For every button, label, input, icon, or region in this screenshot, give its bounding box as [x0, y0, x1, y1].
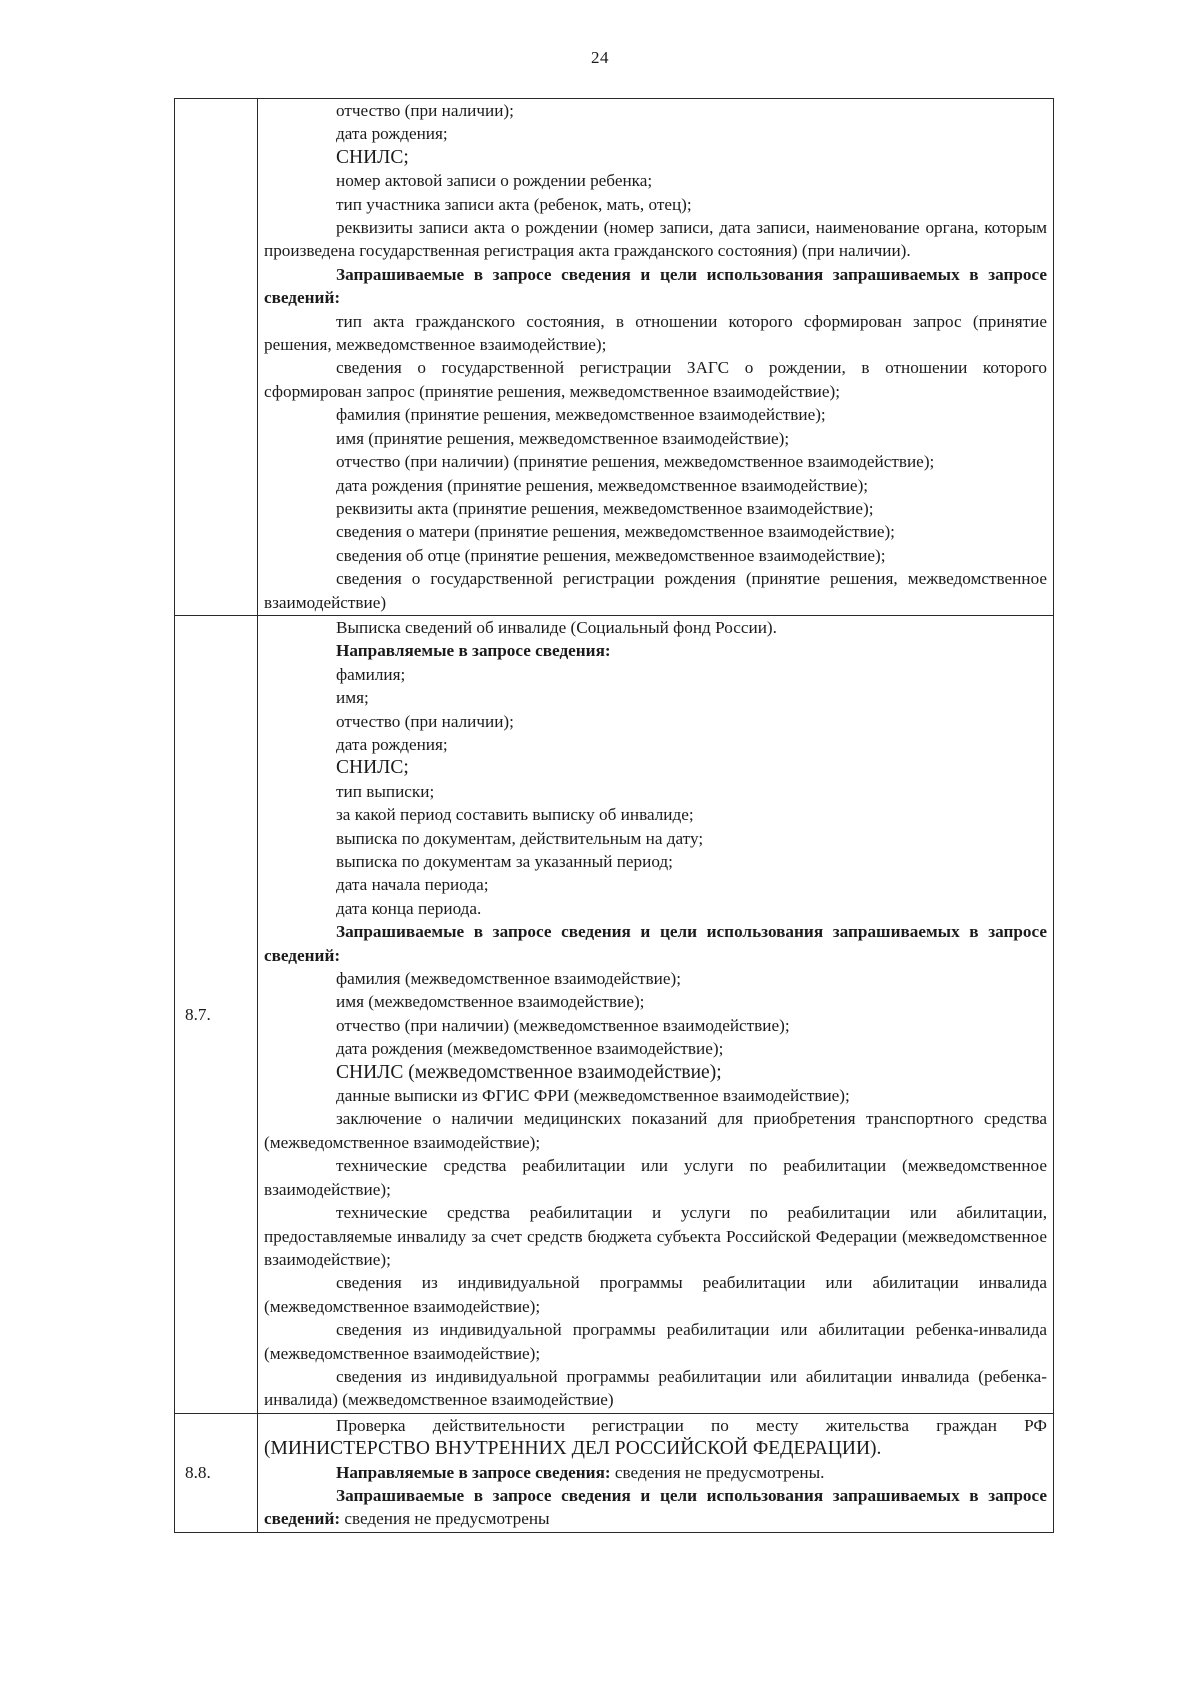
- paragraph: технические средства реабилитации и услуги по реабилитации или абилитации, предоставляемые инвалиду за счет средств бюджета субъекта Российской Федерации (межведомственное взаимодействие);: [264, 1203, 1047, 1269]
- bold-heading: Запрашиваемые в запросе сведения и цели использования запрашиваемых в запросе сведений:: [264, 264, 1047, 308]
- row-number: 8.8.: [175, 1413, 258, 1532]
- paragraph: реквизиты записи акта о рождении (номер записи, дата записи, наименование органа, которым произведена государственная регистрация акта гражданского состояния) (при наличии).: [264, 218, 1047, 261]
- paragraph: фамилия;: [336, 664, 406, 684]
- paragraph: дата начала периода;: [336, 875, 489, 895]
- bold-heading: Запрашиваемые в запросе сведения и цели использования запрашиваемых в запросе сведений:: [264, 922, 1047, 965]
- paragraph: дата рождения (принятие решения, межведомственное взаимодействие);: [336, 475, 869, 495]
- paragraph: отчество (при наличии) (принятие решения, межведомственное взаимодействие);: [336, 452, 935, 472]
- paragraph: сведения о государственной регистрации рождения (принятие решения, межведомственное взаимодействие): [264, 569, 1047, 612]
- paragraph: технические средства реабилитации или услуги по реабилитации (межведомственное взаимодействие);: [264, 1156, 1047, 1199]
- paragraph: реквизиты акта (принятие решения, межведомственное взаимодействие);: [336, 498, 874, 518]
- paragraph: [264, 1484, 1047, 1531]
- paragraph: [264, 1461, 1047, 1484]
- paragraph: отчество (при наличии);: [336, 101, 514, 120]
- paragraph: сведения о матери (принятие решения, межведомственное взаимодействие);: [336, 522, 895, 542]
- paragraph: СНИЛС (межведомственное взаимодействие);: [336, 1061, 722, 1083]
- bold-heading: Направляемые в запросе сведения:: [336, 641, 611, 661]
- page-number: 24: [591, 48, 609, 67]
- paragraph: Проверка действительности регистрации по месту жительства граждан РФ: [336, 1415, 1047, 1435]
- paragraph: дата рождения (межведомственное взаимодействие);: [336, 1039, 724, 1059]
- row-content: [258, 99, 1054, 616]
- paragraph: сведения из индивидуальной программы реабилитации или абилитации инвалида (межведомственное взаимодействие);: [264, 1273, 1047, 1316]
- paragraph: сведения из индивидуальной программы реабилитации или абилитации инвалида (ребенка-инвалида) (межведомственное взаимодействие): [264, 1366, 1047, 1410]
- row-content: [258, 615, 1054, 1413]
- paragraph: фамилия (межведомственное взаимодействие);: [336, 969, 681, 989]
- paragraph: тип участника записи акта (ребенок, мать, отец);: [336, 194, 692, 214]
- paragraph-text: сведения не предусмотрены: [340, 1509, 550, 1529]
- bold-heading: Запрашиваемые в запросе сведения и цели использования запрашиваемых в запросе сведений:: [264, 1485, 1047, 1529]
- bold-heading: Направляемые в запросе сведения:: [336, 1462, 611, 1482]
- paragraph: имя (межведомственное взаимодействие);: [336, 992, 645, 1012]
- paragraph: дата рождения;: [336, 124, 448, 144]
- paragraph: фамилия (принятие решения, межведомственное взаимодействие);: [336, 405, 826, 425]
- paragraph: дата конца периода.: [336, 898, 482, 918]
- paragraph: сведения об отце (принятие решения, межведомственное взаимодействие);: [336, 545, 886, 565]
- table-row: [175, 1413, 1054, 1532]
- paragraph: имя;: [336, 688, 369, 708]
- row-number: 8.7.: [175, 615, 258, 1413]
- paragraph: (МИНИСТЕРСТВО ВНУТРЕННИХ ДЕЛ РОССИЙСКОЙ ФЕДЕРАЦИИ).: [264, 1438, 882, 1460]
- paragraph: отчество (при наличии);: [336, 711, 514, 731]
- document-table: [174, 98, 1054, 1533]
- paragraph: [264, 263, 1047, 310]
- row-content: [258, 1413, 1054, 1532]
- paragraph: Выписка сведений об инвалиде (Социальный фонд России).: [336, 617, 777, 637]
- paragraph-text: сведения не предусмотрены.: [610, 1462, 825, 1482]
- table-row: [175, 99, 1054, 616]
- table-row: [175, 615, 1054, 1413]
- paragraph: выписка по документам, действительным на дату;: [336, 828, 704, 848]
- paragraph: выписка по документам за указанный период;: [336, 852, 673, 871]
- paragraph: дата рождения;: [336, 734, 448, 754]
- paragraph: тип акта гражданского состояния, в отношении которого сформирован запрос (принятие решения, межведомственное взаимодействие);: [264, 311, 1047, 355]
- paragraph: имя (принятие решения, межведомственное взаимодействие);: [336, 428, 790, 448]
- row-number: [175, 99, 258, 616]
- paragraph: отчество (при наличии) (межведомственное взаимодействие);: [336, 1015, 790, 1035]
- paragraph: заключение о наличии медицинских показаний для приобретения транспортного средства (межведомственное взаимодействие);: [264, 1109, 1047, 1152]
- paragraph: за какой период составить выписку об инвалиде;: [336, 805, 694, 825]
- paragraph: номер актовой записи о рождении ребенка;: [336, 171, 653, 191]
- paragraph: [264, 639, 1047, 662]
- paragraph: сведения о государственной регистрации ЗАГС о рождении, в отношении которого сформирован запрос (принятие решения, межведомственное взаимодействие);: [264, 358, 1047, 401]
- paragraph: СНИЛС;: [336, 757, 409, 779]
- paragraph: тип выписки;: [336, 781, 435, 801]
- paragraph: [264, 920, 1047, 967]
- paragraph: СНИЛС;: [336, 146, 409, 168]
- paragraph: данные выписки из ФГИС ФРИ (межведомственное взаимодействие);: [336, 1086, 850, 1106]
- paragraph: сведения из индивидуальной программы реабилитации или абилитации ребенка-инвалида (межведомственное взаимодействие);: [264, 1320, 1047, 1363]
